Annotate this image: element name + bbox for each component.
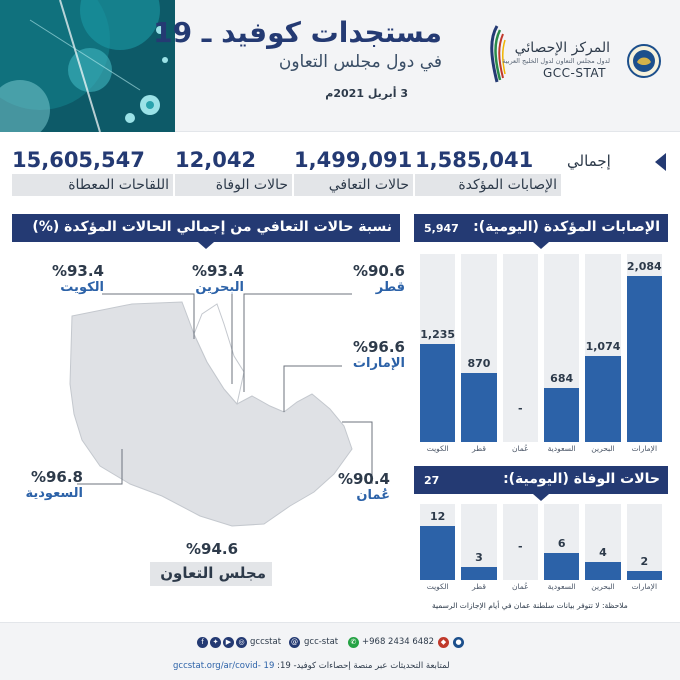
chart-category-label: الكويت	[426, 444, 449, 453]
gcc-emblem-small-icon: ●	[453, 637, 464, 648]
org-name-ar: المركز الإحصائي	[514, 40, 610, 56]
chart-category-label: السعودية	[547, 444, 576, 453]
stat-label: الإصابات المؤكدة	[415, 174, 561, 196]
virus-decoration-image	[0, 0, 175, 132]
map-label-kuwait	[52, 262, 104, 295]
stat-label: اللقاحات المعطاة	[12, 174, 173, 196]
leader-qatar	[244, 294, 352, 392]
report-date: 3 أبريل 2021م	[325, 87, 408, 100]
chart-bar	[461, 373, 496, 442]
recovery-header	[12, 214, 400, 242]
org-name-sub: لدول مجلس التعاون لدول الخليج العربية	[502, 57, 610, 65]
header-notch	[533, 242, 549, 249]
oman-pct: %90.4	[337, 470, 390, 488]
chart-category-label: البحرين	[591, 582, 615, 591]
stat-deaths	[175, 148, 292, 196]
whatsapp-icon[interactable]: ✆	[348, 637, 359, 648]
chart-value-label: 12	[430, 510, 446, 523]
chart-bar	[420, 526, 455, 580]
stat-confirmed	[415, 148, 561, 196]
youtube-icon[interactable]: ▶	[223, 637, 234, 648]
chart-value-label: 1,074	[585, 340, 621, 354]
chart-value-label: -	[518, 402, 523, 415]
gcc-stat-logo-icon	[486, 24, 508, 84]
chart-column-bg	[627, 504, 662, 580]
deaths-total: 27	[424, 474, 440, 487]
deaths-header	[414, 466, 668, 494]
chart-value-label: 6	[557, 537, 566, 550]
chart-category-label: الكويت	[426, 582, 449, 591]
org-name-en: GCC-STAT	[542, 66, 606, 80]
map-label-bahrain	[192, 262, 244, 295]
footer-url-link[interactable]: gccstat.org/ar/covid- 19	[173, 661, 275, 671]
confirmed-total: 5,947	[424, 222, 459, 235]
oman-note: ملاحظة: لا تتوفر بيانات سلطنة عمان في أيام الإجازات الرسمية	[432, 601, 628, 610]
chart-category-label: الإمارات	[631, 444, 658, 453]
gcc-pct: %94.6	[186, 540, 239, 558]
chart-category-label: السعودية	[547, 582, 576, 591]
chart-bar	[420, 344, 455, 442]
handle-gccstat[interactable]: gccstat	[250, 637, 282, 647]
saudi-pct: %96.8	[30, 468, 83, 486]
chart-bar	[627, 276, 662, 442]
gcc-stat-small-icon: ◆	[438, 637, 449, 648]
footer-follow	[173, 661, 450, 671]
stat-vaccines	[12, 148, 173, 196]
chart-value-label: 2,084	[626, 260, 662, 273]
stat-value: 1,585,041	[415, 148, 534, 172]
uae-name: الإمارات	[352, 356, 405, 371]
chart-bar	[585, 562, 620, 580]
chart-value-label: 2	[640, 555, 649, 568]
chart-bar	[544, 388, 579, 442]
chart-category-label: قطر	[472, 582, 486, 591]
facebook-icon[interactable]: f	[197, 637, 208, 648]
chart-bar	[585, 356, 620, 442]
chart-bar	[544, 553, 579, 580]
chart-value-label: 870	[467, 356, 491, 370]
oman-name: عُمان	[356, 488, 390, 503]
contact-row	[180, 637, 470, 653]
header	[0, 0, 680, 132]
page-subtitle: في دول مجلس التعاون	[278, 52, 442, 72]
gcc-name-box	[150, 562, 272, 586]
kuwait-pct: %93.4	[51, 262, 104, 280]
totals-row	[0, 148, 680, 198]
play-arrow-icon	[655, 153, 666, 171]
gcc-name: مجلس التعاون	[160, 564, 266, 582]
map-label-uae	[353, 338, 405, 371]
stat-value: 1,499,091	[294, 148, 413, 172]
qatar-name: قطر	[375, 280, 405, 295]
handle-gcc-stat[interactable]: gcc-stat	[304, 637, 339, 647]
qatar-pct: %90.6	[352, 262, 405, 280]
confirmed-chart	[414, 250, 668, 460]
page-title: مستجدات كوفيد ـ 19	[153, 16, 442, 49]
chart-bar	[627, 571, 662, 580]
deaths-title: حالات الوفاة (اليومية):	[503, 471, 660, 487]
chart-value-label: 3	[475, 550, 483, 564]
chart-category-label: قطر	[472, 444, 486, 453]
chart-value-label: 1,235	[420, 327, 456, 341]
email-icon[interactable]: @	[291, 638, 298, 646]
chart-category-label: عُمان	[512, 444, 529, 453]
confirmed-header	[414, 214, 668, 242]
chart-bar	[461, 567, 496, 581]
totals-label: إجمالي	[567, 152, 611, 170]
recovery-title: نسبة حالات التعافي من إجمالي الحالات المؤكدة (%)	[32, 219, 392, 235]
stat-value: 15,605,547	[12, 148, 145, 172]
chart-category-label: البحرين	[591, 444, 615, 453]
map-label-oman	[338, 470, 390, 503]
uae-pct: %96.6	[352, 338, 405, 356]
stat-label: حالات التعافي	[294, 174, 413, 196]
footer-follow-text: لمتابعة التحديثات عبر منصة إحصاءات كوفيد- 19:	[277, 661, 450, 671]
chart-value-label: 4	[599, 546, 607, 559]
deaths-chart	[414, 500, 668, 596]
bahrain-name: البحرين	[195, 280, 244, 295]
chart-value-label: -	[518, 540, 523, 553]
chart-category-label: عُمان	[512, 582, 529, 591]
map-label-qatar	[353, 262, 405, 295]
footer	[0, 622, 680, 680]
instagram-icon[interactable]: ◎	[236, 637, 247, 648]
map-label-saudi	[26, 468, 84, 501]
confirmed-title: الإصابات المؤكدة (اليومية):	[473, 219, 660, 235]
phone-number[interactable]: +968 2434 6482	[362, 637, 435, 647]
stat-label: حالات الوفاة	[175, 174, 292, 196]
chart-category-label: الإمارات	[631, 582, 658, 591]
bahrain-pct: %93.4	[191, 262, 244, 280]
twitter-icon[interactable]: ✦	[210, 637, 221, 648]
saudi-name: السعودية	[25, 486, 83, 501]
chart-value-label: 684	[550, 371, 574, 385]
stat-value: 12,042	[175, 148, 257, 172]
gcc-emblem-icon	[627, 44, 661, 78]
kuwait-name: الكويت	[60, 280, 104, 295]
stat-recovered	[294, 148, 413, 196]
